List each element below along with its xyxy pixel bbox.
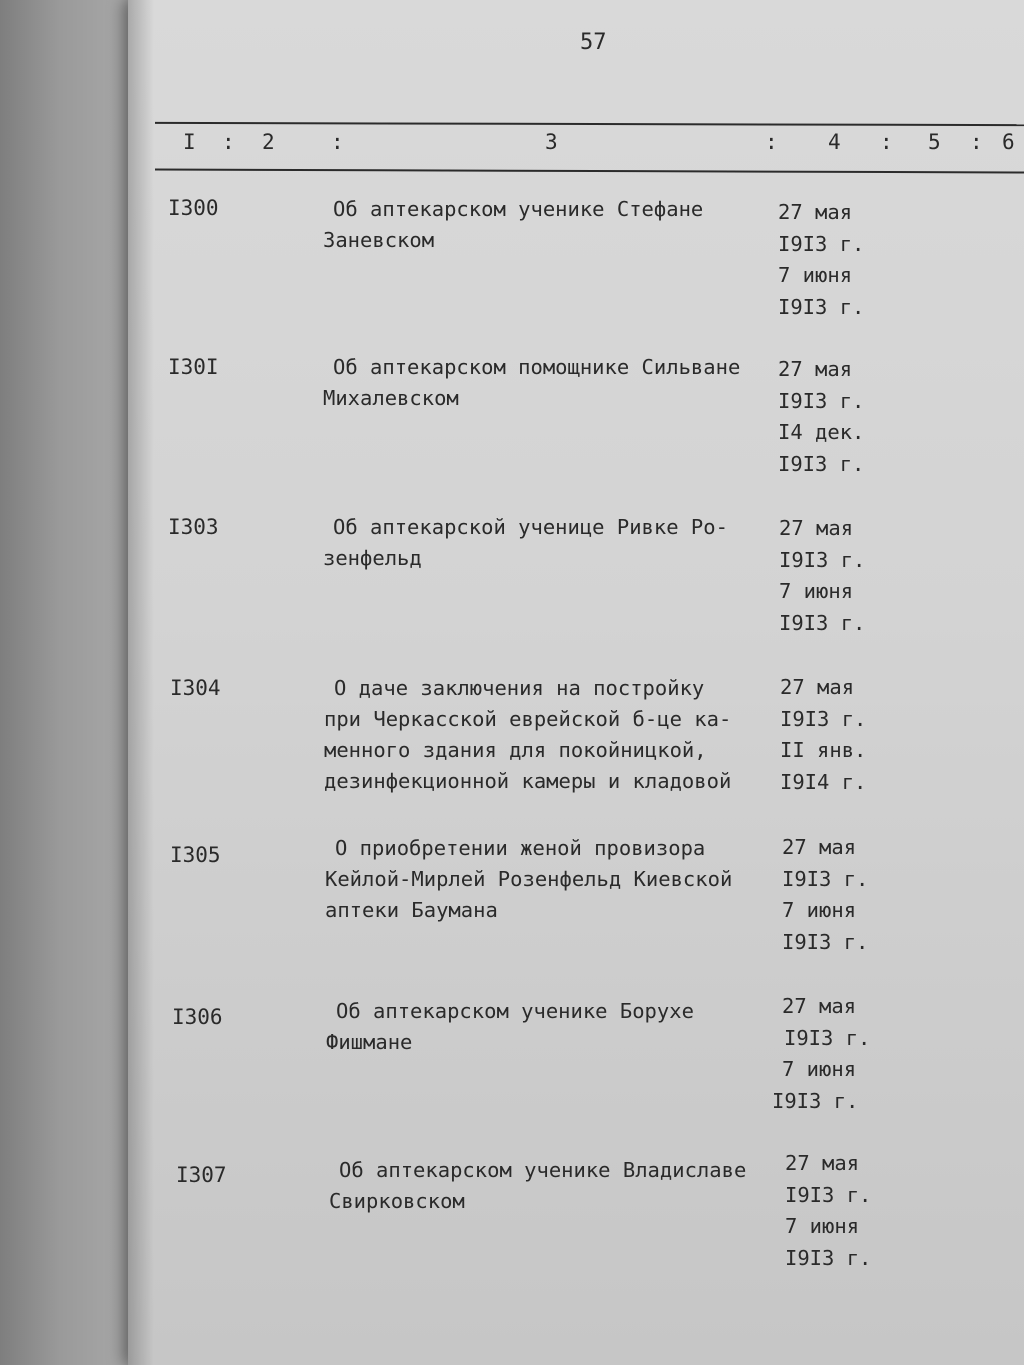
page-fold-shadow: [128, 0, 154, 1365]
entry-description: Об аптекарском ученике Владиславе Свирковском: [329, 1158, 747, 1213]
page-number: 57: [580, 30, 607, 55]
column-header-6: 6: [1002, 130, 1015, 154]
entry-number: I304: [170, 676, 221, 700]
column-separator: :: [880, 130, 893, 154]
entry-number: I306: [172, 1005, 223, 1029]
entry-number: I303: [168, 515, 219, 539]
entry-number: I305: [170, 843, 221, 867]
column-header-1: I: [183, 130, 196, 154]
entry-description: Об аптекарском помощнике Сильване Михалевском: [323, 355, 741, 410]
column-separator: :: [765, 130, 778, 154]
column-separator: :: [970, 130, 983, 154]
entry-dates: 27 мая I9I3 г. 7 июня I9I3 г.: [785, 1151, 872, 1270]
entry-dates: 27 мая I9I3 г. 7 июня I9I3 г.: [772, 994, 871, 1113]
entry-number: I30I: [168, 355, 219, 379]
entry-description: Об аптекарском ученике Борухе Фишмане: [326, 999, 694, 1054]
entry-number: I300: [168, 196, 219, 220]
column-header-3: 3: [545, 130, 558, 154]
entry-dates: 27 мая I9I3 г. II янв. I9I4 г.: [780, 675, 867, 794]
entry-dates: 27 мая I9I3 г. 7 июня I9I3 г.: [778, 200, 865, 319]
column-header-4: 4: [828, 130, 841, 154]
entry-description: Об аптекарском ученике Стефане Заневском: [323, 197, 704, 252]
column-separator: :: [331, 130, 344, 154]
entry-dates: 27 мая I9I3 г. I4 дек. I9I3 г.: [778, 357, 865, 476]
entry-number: I307: [176, 1163, 227, 1187]
column-header-5: 5: [928, 130, 941, 154]
entry-dates: 27 мая I9I3 г. 7 июня I9I3 г.: [782, 835, 869, 954]
column-header-2: 2: [262, 130, 275, 154]
entry-description: Об аптекарской ученице Ривке Ро- зенфельд: [323, 515, 728, 570]
column-separator: :: [222, 130, 235, 154]
entry-dates: 27 мая I9I3 г. 7 июня I9I3 г.: [779, 516, 866, 635]
entry-description: О даче заключения на постройку при Черкасской еврейской б-це ка- менного здания для покойницкой, дезинфекционной камеры и кладовой: [324, 676, 732, 793]
entry-description: О приобретении женой провизора Кейлой-Мирлей Розенфельд Киевской аптеки Баумана: [325, 836, 733, 922]
